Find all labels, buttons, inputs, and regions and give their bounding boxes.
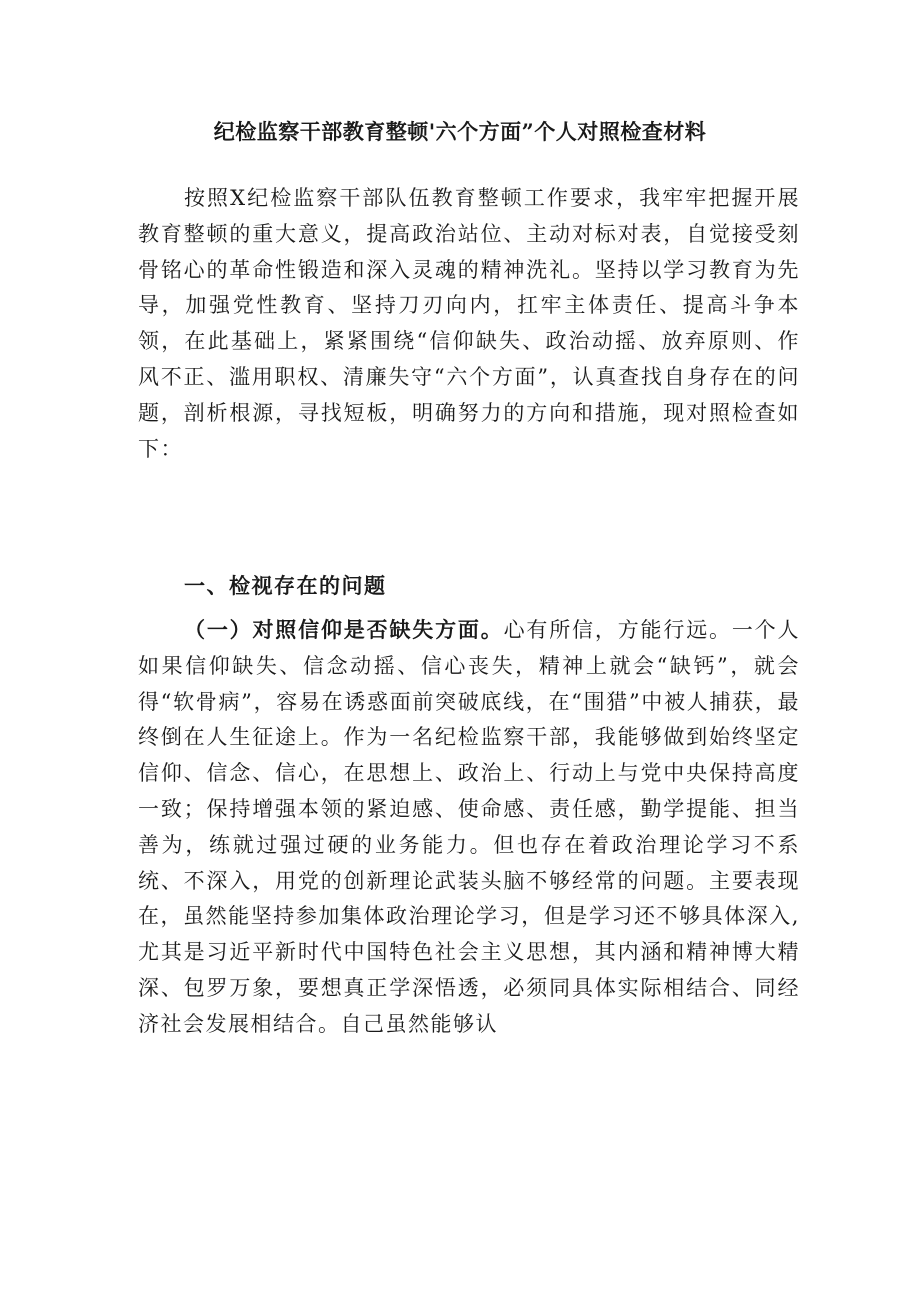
document-title: 纪检监察干部教育整顿'六个方面”个人对照检查材料 xyxy=(213,119,707,144)
subsection-body: 心有所信，方能行远。一个人如果信仰缺失、信念动摇、信心丧失，精神上就会“缺钙”，就会得“软骨病”，容易在诱惑面前突破底线，在“围猎”中被人捕获，最终倒在人生征途上。作为一名纪检监察干部，我能够做到始终坚定信仰、信念、信心，在思想上、政治上、行动上与党中央保持高度一致；保持增强本领的紧迫感、使命感、责任感，勤学提能、担当善为，练就过强过硬的业务能力。但也存在着政治理论学习不系统、不深入，用党的创新理论武装头脑不够经常的问题。主要表现在，虽然能坚持参加集体政治理论学习，但是学习还不够具体深入,尤其是习近平新时代中国特色社会主义思想，其内涵和精神博大精深、包罗万象，要想真正学深悟透，必须同具体实际相结合、同经济社会发展相结合。自己虽然能够认 xyxy=(138,618,801,1036)
intro-paragraph: 按照X纪检监察干部队伍教育整顿工作要求，我牢牢把握开展教育整顿的重大意义，提高政治站位、主动对标对表，自觉接受刻骨铭心的革命性锻造和深入灵魂的精神洗礼。坚持以学习教育为先导，加强党性教育、坚持刀刃向内，扛牢主体责任、提高斗争本领，在此基础上，紧紧围绕“信仰缺失、政治动摇、放弃原则、作风不正、滥用职权、清廉失守“六个方面”，认真查找自身存在的问题，剖析根源，寻找短板，明确努力的方向和措施，现对照检查如下： xyxy=(138,186,800,461)
section-heading: 一、检视存在的问题 xyxy=(184,573,387,598)
subsection-lead-in: （一）对照信仰是否缺失方面。 xyxy=(184,617,504,642)
subsection-paragraph xyxy=(138,612,800,1043)
